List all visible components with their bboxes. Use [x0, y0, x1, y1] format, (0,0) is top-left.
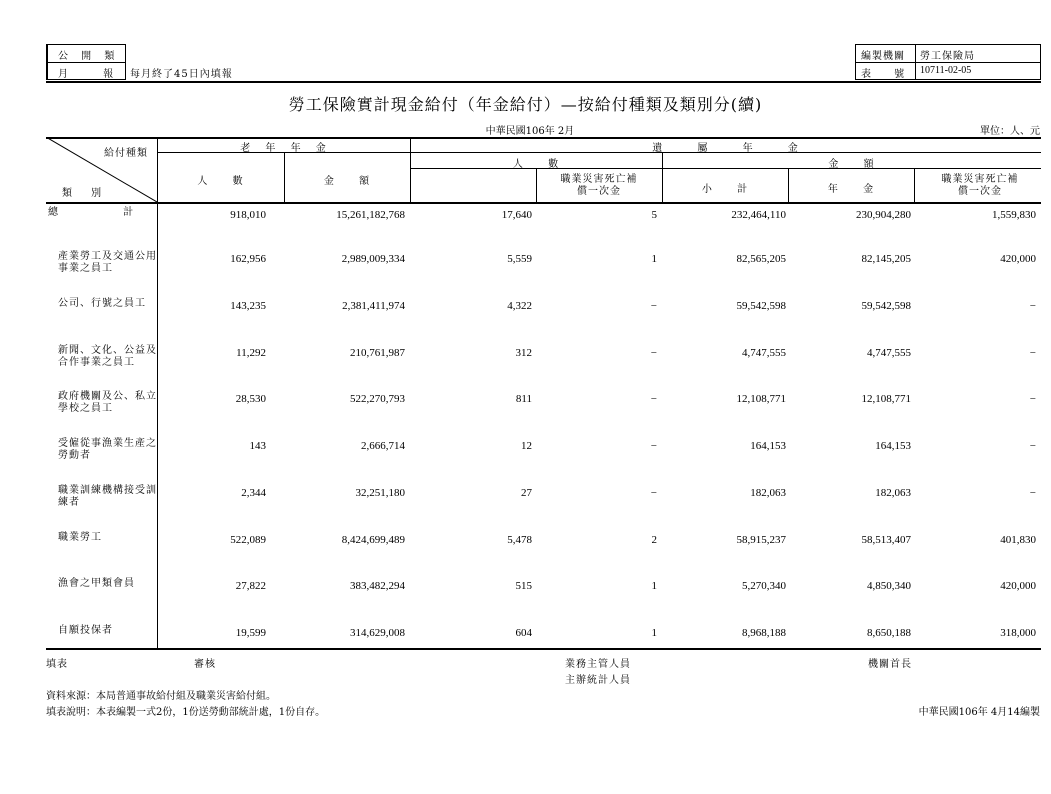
survivor-header: 遺 屬 年 金 [652, 143, 799, 154]
report-deadline: 每月終了45日內填報 [130, 69, 233, 80]
table-cell: 27 [521, 487, 532, 499]
top-right-divider-h [855, 62, 1041, 63]
table-cell: − [1029, 347, 1036, 359]
table-cell: 32,251,180 [355, 487, 405, 499]
row-label: 產業勞工及交通公用事業之員工 [58, 251, 157, 274]
table-cell: 522,089 [230, 534, 266, 546]
table-cell: − [650, 440, 657, 452]
row-label: 新聞、文化、公益及合作事業之員工 [58, 345, 157, 368]
footer-source: 資料來源：本局普通事故給付組及職業災害給付組。 [46, 691, 276, 702]
table-cell: 8,424,699,489 [341, 534, 405, 546]
subtotal-header: 小 計 [701, 184, 749, 195]
table-cell: 15,261,182,768 [336, 209, 405, 221]
period: 中華民國106年 2月 [485, 126, 575, 137]
table-cell: 2 [651, 534, 657, 546]
compiler-label: 編製機關 [861, 51, 905, 62]
table-cell: 5 [651, 209, 657, 221]
survivor-amount-header: 金 額 [828, 159, 875, 170]
unit: 單位：人、元 [980, 126, 1040, 137]
table-cell: − [1029, 440, 1036, 452]
disclosure-label: 公 開 類 [58, 51, 116, 62]
corner-bottom-label: 類 別 [62, 188, 103, 199]
table-cell: 401,830 [1000, 534, 1036, 546]
table-cell: 811 [515, 393, 532, 405]
table-cell: 12,108,771 [861, 393, 911, 405]
table-cell: 17,640 [501, 209, 532, 221]
row-label: 職業勞工 [58, 532, 102, 543]
table-cell: 210,761,987 [350, 347, 405, 359]
table-cell: − [650, 347, 657, 359]
table-cell: 5,559 [507, 253, 532, 265]
row-label: 職業訓練機構接受訓練者 [58, 485, 157, 508]
annuity-header: 年 金 [827, 184, 875, 195]
table-cell: 4,322 [507, 300, 532, 312]
report-type-label: 月 報 [58, 69, 115, 80]
compiler-value: 勞工保險局 [920, 51, 975, 62]
table-cell: 58,915,237 [736, 534, 786, 546]
table-cell: − [1029, 300, 1036, 312]
corner-top-label: 給付種類 [104, 148, 148, 159]
table-cell: 12 [521, 440, 532, 452]
row-label: 受僱從事漁業生產之勞動者 [58, 438, 157, 461]
table-cell: 12,108,771 [736, 393, 786, 405]
table-cell: 383,482,294 [350, 580, 405, 592]
table-cell: 58,513,407 [861, 534, 911, 546]
table-cell: 182,063 [750, 487, 786, 499]
old-age-persons-header: 人 數 [197, 176, 244, 187]
table-cell: 19,599 [235, 627, 266, 639]
table-cell: 318,000 [1000, 627, 1036, 639]
footer-fill: 填表 [46, 659, 68, 670]
table-cell: 4,747,555 [742, 347, 786, 359]
header-bottom-rule [46, 202, 1041, 204]
footer-review: 審核 [194, 659, 216, 670]
old-age-amount-header: 金 額 [323, 176, 371, 187]
table-cell: 11,292 [236, 347, 266, 359]
table-cell: 420,000 [1000, 253, 1036, 265]
vline-7 [914, 168, 915, 202]
table-cell: 522,270,793 [350, 393, 405, 405]
top-separator [46, 81, 1041, 83]
table-cell: 82,145,205 [861, 253, 911, 265]
table-cell: 1 [651, 253, 657, 265]
table-cell: 162,956 [230, 253, 266, 265]
lump-sum-amount-header: 職業災害死亡補償一次金 [941, 174, 1019, 197]
footer-head: 機關首長 [868, 659, 912, 670]
table-cell: 4,747,555 [867, 347, 911, 359]
table-cell: 5,270,340 [742, 580, 786, 592]
row-label-total: 總 計 [48, 207, 135, 218]
table-cell: 312 [515, 347, 532, 359]
table-cell: − [1029, 487, 1036, 499]
table-cell: 420,000 [1000, 580, 1036, 592]
table-cell: 2,666,714 [361, 440, 405, 452]
footer-statistician: 主辦統計人員 [565, 675, 631, 686]
table-cell: 164,153 [875, 440, 911, 452]
table-cell: 314,629,008 [350, 627, 405, 639]
row-label: 漁會之甲類會員 [58, 578, 135, 589]
table-cell: 143,235 [230, 300, 266, 312]
footer-note: 填表說明：本表編製一式2份，1份送勞動部統計處，1份自存。 [46, 707, 326, 718]
survivor-persons-header: 人 數 [512, 159, 560, 170]
table-cell: − [1029, 393, 1036, 405]
table-cell: 1,559,830 [992, 209, 1036, 221]
table-cell: − [650, 487, 657, 499]
table-cell: 182,063 [875, 487, 911, 499]
table-cell: 230,904,280 [856, 209, 911, 221]
table-cell: 143 [249, 440, 266, 452]
vline-4 [536, 168, 537, 202]
table-cell: − [650, 393, 657, 405]
table-cell: 1 [651, 580, 657, 592]
table-cell: 918,010 [230, 209, 266, 221]
table-cell: 8,650,188 [867, 627, 911, 639]
table-cell: 1 [651, 627, 657, 639]
row-label: 政府機關及公、私立學校之員工 [58, 391, 157, 414]
table-cell: 5,478 [507, 534, 532, 546]
table-cell: − [650, 300, 657, 312]
table-cell: 82,565,205 [736, 253, 786, 265]
table-cell: 164,153 [750, 440, 786, 452]
table-bottom-rule [46, 648, 1041, 650]
table-cell: 2,989,009,334 [341, 253, 405, 265]
table-cell: 59,542,598 [736, 300, 786, 312]
footer-compiled: 中華民國106年 4月14編製 [918, 707, 1040, 718]
table-cell: 4,850,340 [867, 580, 911, 592]
table-cell: 2,344 [241, 487, 266, 499]
lump-sum-header: 職業災害死亡補償一次金 [560, 174, 638, 197]
old-age-header: 老 年 年 金 [240, 143, 327, 154]
page-title: 勞工保險實計現金給付（年金給付）—按給付種類及類別分(續) [288, 95, 763, 114]
table-cell: 28,530 [235, 393, 266, 405]
table-cell: 8,968,188 [742, 627, 786, 639]
table-cell: 2,381,411,974 [342, 300, 405, 312]
row-label: 公司、行號之員工 [58, 298, 146, 309]
form-number-value: 10711-02-05 [920, 65, 972, 76]
form-number-label: 表 號 [861, 69, 906, 80]
row-label: 自願投保者 [58, 625, 113, 636]
table-cell: 232,464,110 [731, 209, 786, 221]
table-cell: 27,822 [235, 580, 266, 592]
footer-supervisor: 業務主管人員 [565, 659, 631, 670]
table-cell: 59,542,598 [861, 300, 911, 312]
table-cell: 604 [515, 627, 532, 639]
table-cell: 515 [515, 580, 532, 592]
top-left-divider [46, 62, 126, 63]
